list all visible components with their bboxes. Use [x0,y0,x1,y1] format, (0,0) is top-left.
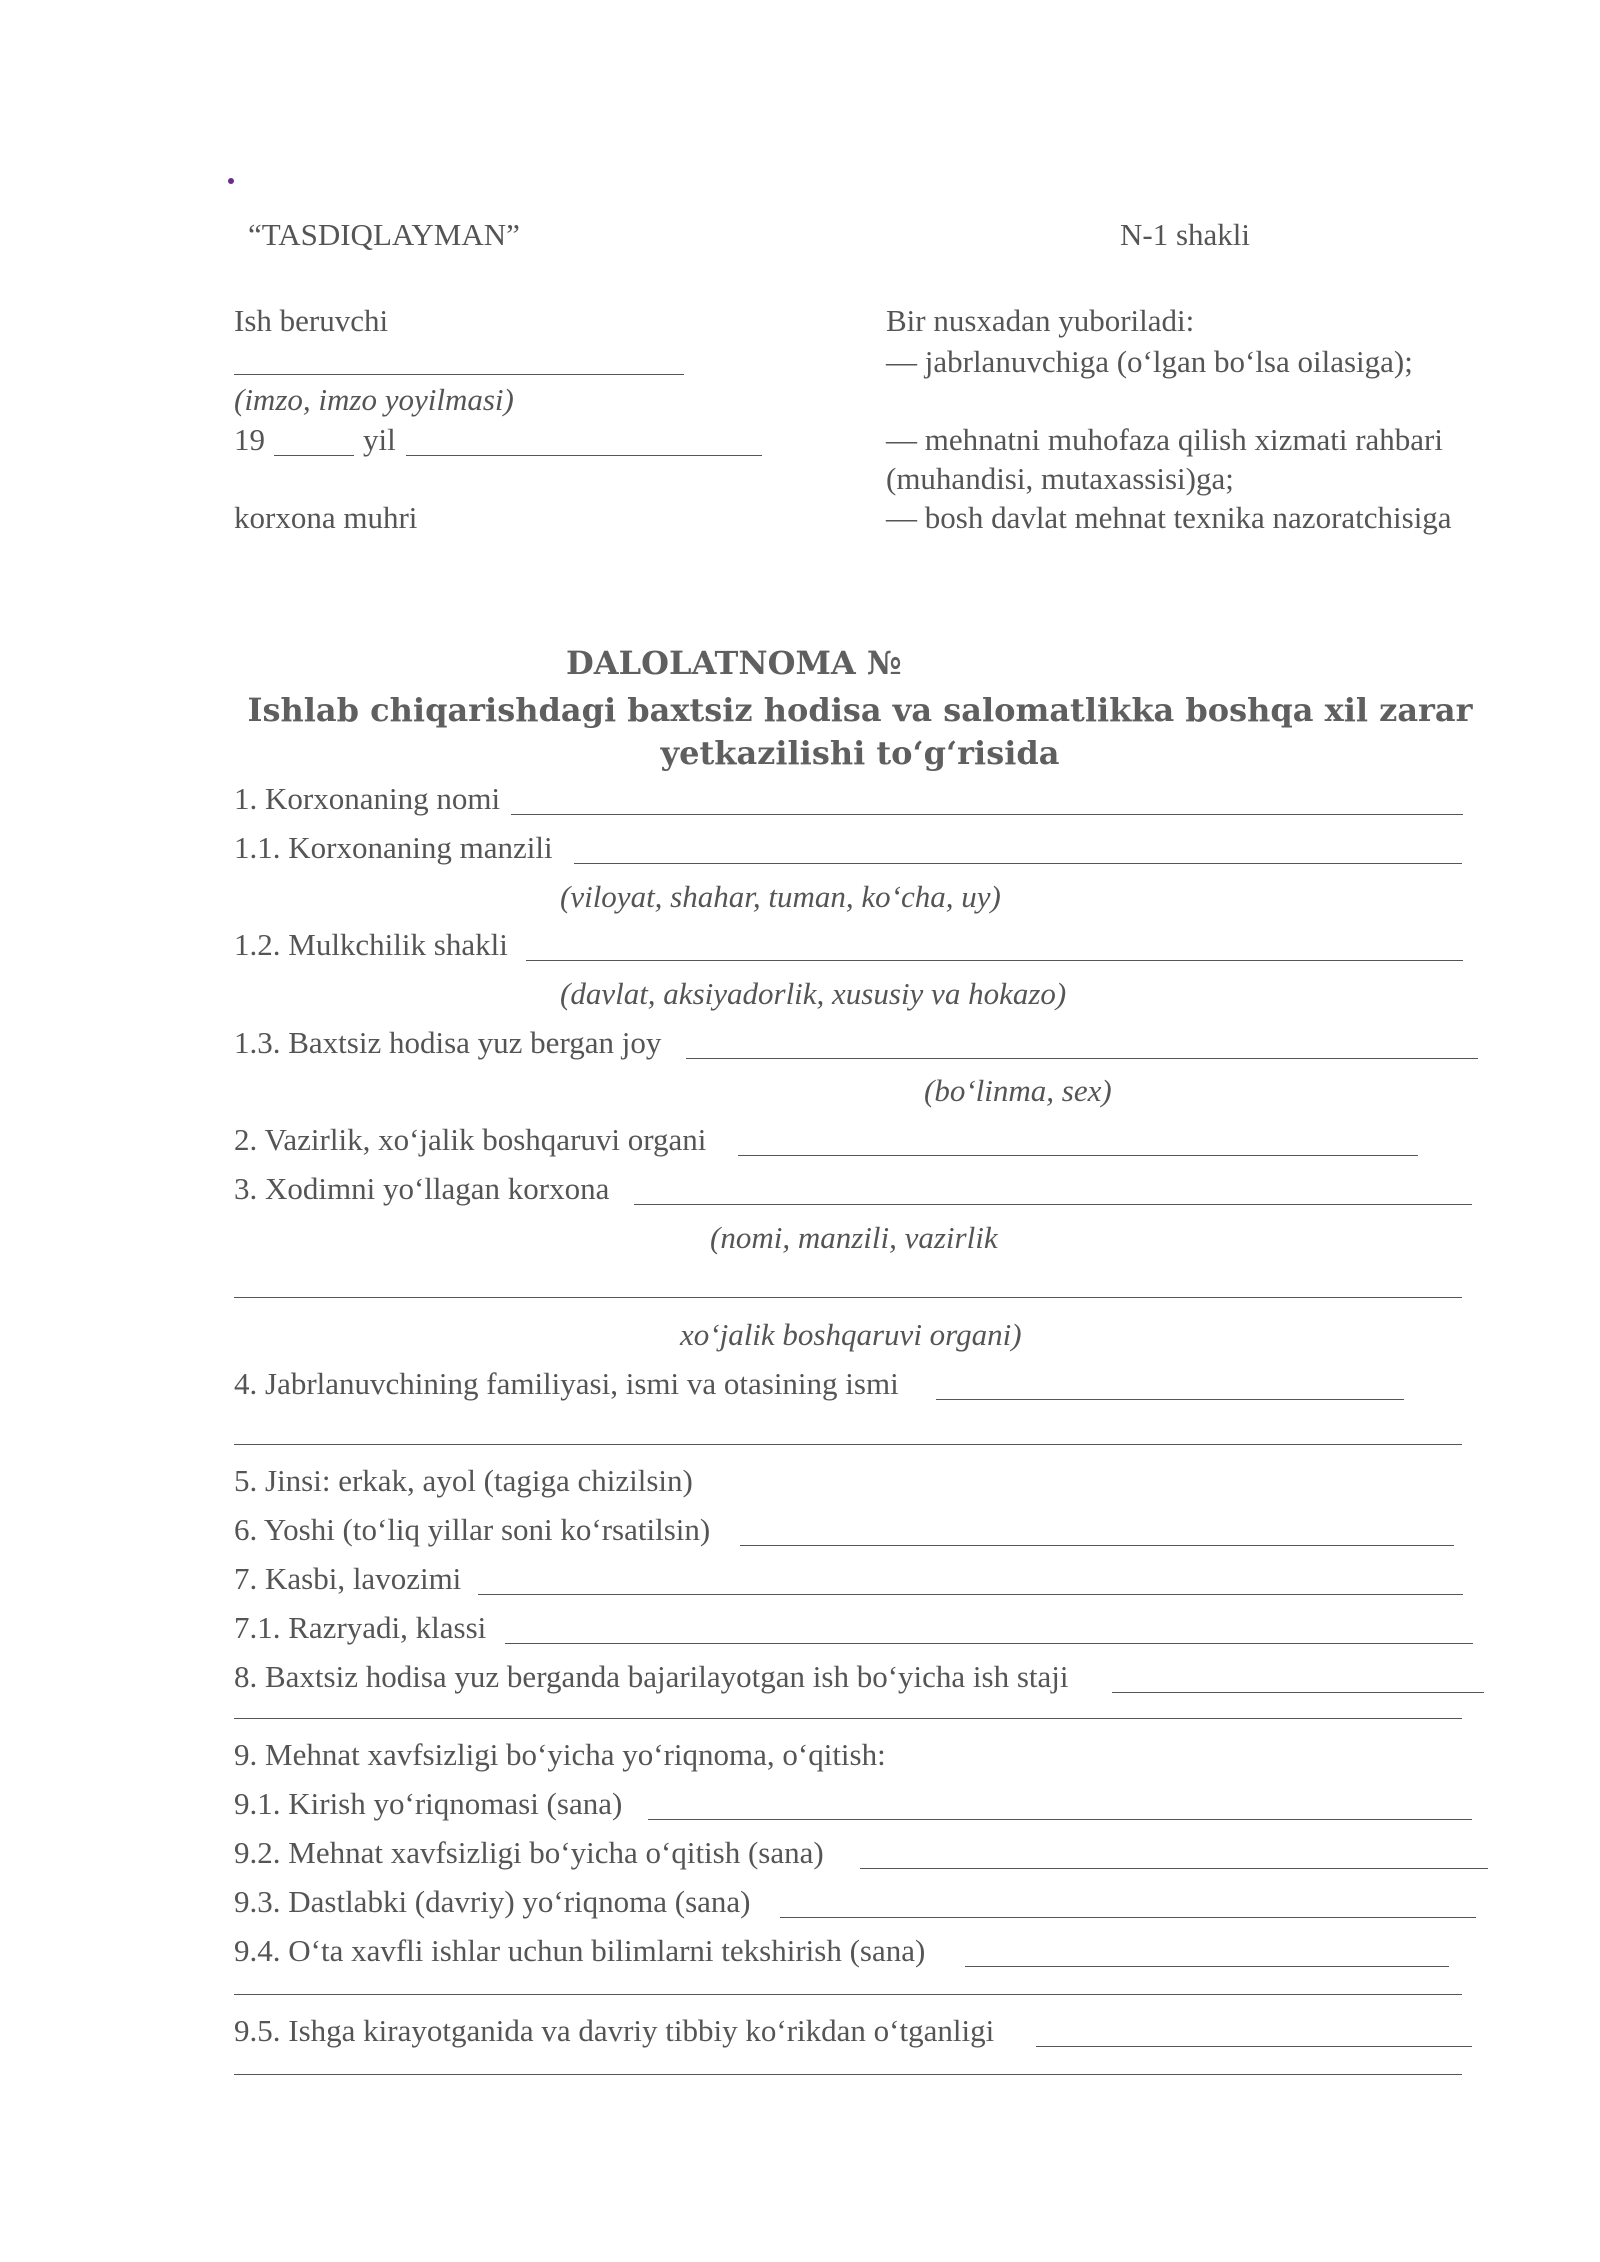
field-9-1-label: 9.1. Kirish yoʻriqnomasi (sana) [234,1786,623,1821]
stray-dot [228,178,234,184]
field-9-4-line-2[interactable] [234,1994,1462,1995]
field-1-3-label: 1.3. Baxtsiz hodisa yuz bergan joy [234,1025,662,1060]
field-1-label: 1. Korxonaning nomi [234,781,501,816]
field-7-1-line[interactable] [505,1643,1473,1644]
field-9-label: 9. Mehnat xavfsizligi boʻyicha yoʻriqnoma, oʻqitish: [234,1737,886,1772]
field-9-3-label: 9.3. Dastlabki (davriy) yoʻriqnoma (sana) [234,1884,751,1919]
field-4-line-2[interactable] [234,1444,1462,1445]
field-9-2-label: 9.2. Mehnat xavfsizligi boʻyicha oʻqitish (sana) [234,1835,824,1870]
field-9-1-line[interactable] [648,1819,1472,1820]
field-3-line-2[interactable] [234,1297,1462,1298]
field-1-2-line[interactable] [526,960,1463,961]
field-9-2-line[interactable] [860,1868,1488,1869]
stamp-label: korxona muhri [234,500,418,535]
field-4-label: 4. Jabrlanuvchining familiyasi, ismi va otasining ismi [234,1366,899,1401]
field-8-line[interactable] [1112,1692,1484,1693]
signature-hint: (imzo, imzo yoyilmasi) [234,382,514,417]
field-9-4-line[interactable] [965,1966,1449,1967]
employer-signature-line[interactable] [234,374,684,375]
field-1-2-hint: (davlat, aksiyadorlik, xususiy va hokazo) [560,976,1067,1011]
year-line[interactable] [274,455,354,456]
field-5-label: 5. Jinsi: erkak, ayol (tagiga chizilsin) [234,1463,693,1498]
document-subtitle-2: yetkazilishi toʻgʻrisida [660,734,1060,772]
field-1-2-label: 1.2. Mulkchilik shakli [234,927,508,962]
date-line[interactable] [406,455,762,456]
field-2-line[interactable] [738,1155,1418,1156]
field-7-line[interactable] [478,1594,1463,1595]
field-3-hint-1: (nomi, manzili, vazirlik [710,1220,998,1255]
field-9-5-line[interactable] [1036,2046,1472,2047]
field-9-5-label: 9.5. Ishga kirayotganida va davriy tibbiy koʻrikdan oʻtganligi [234,2013,995,2048]
year-prefix: 19 [234,422,265,457]
field-1-1-hint: (viloyat, shahar, tuman, koʻcha, uy) [560,879,1001,914]
year-word: yil [363,422,396,457]
field-3-hint-2: xoʻjalik boshqaruvi organi) [680,1317,1022,1352]
form-label: N-1 shakli [1120,217,1251,252]
field-7-1-label: 7.1. Razryadi, klassi [234,1610,487,1645]
field-2-label: 2. Vazirlik, xoʻjalik boshqaruvi organi [234,1122,707,1157]
field-9-3-line[interactable] [780,1917,1476,1918]
copy-intro: Bir nusxadan yuboriladi: [886,303,1195,338]
field-1-3-hint: (boʻlinma, sex) [924,1073,1112,1108]
field-1-3-line[interactable] [686,1058,1478,1059]
field-3-line[interactable] [634,1204,1472,1205]
field-6-label: 6. Yoshi (toʻliq yillar soni koʻrsatilsin) [234,1512,711,1547]
field-8-label: 8. Baxtsiz hodisa yuz berganda bajarilayotgan ish boʻyicha ish staji [234,1659,1069,1694]
field-8-line-2[interactable] [234,1718,1462,1719]
copy-recipient-2b: (muhandisi, mutaxassisi)ga; [886,461,1234,496]
field-3-label: 3. Xodimni yoʻllagan korxona [234,1171,610,1206]
field-4-line[interactable] [936,1399,1404,1400]
document-subtitle-1: Ishlab chiqarishdagi baxtsiz hodisa va salomatlikka boshqa xil zarar [247,691,1473,729]
employer-label: Ish beruvchi [234,303,389,338]
field-7-label: 7. Kasbi, lavozimi [234,1561,462,1596]
copy-recipient-3: — bosh davlat mehnat texnika nazoratchisiga [886,500,1452,535]
document-title: DALOLATNOMA № [566,644,902,682]
field-1-1-label: 1.1. Korxonaning manzili [234,830,553,865]
field-1-1-line[interactable] [574,863,1462,864]
field-9-4-label: 9.4. Oʻta xavfli ishlar uchun bilimlarni tekshirish (sana) [234,1933,926,1968]
field-9-5-line-2[interactable] [234,2074,1462,2075]
approve-label: “TASDIQLAYMAN” [248,217,520,252]
field-6-line[interactable] [740,1545,1454,1546]
copy-recipient-1: — jabrlanuvchiga (oʻlgan boʻlsa oilasiga); [886,344,1413,379]
field-1-line[interactable] [511,814,1463,815]
copy-recipient-2a: — mehnatni muhofaza qilish xizmati rahbari [886,422,1443,457]
